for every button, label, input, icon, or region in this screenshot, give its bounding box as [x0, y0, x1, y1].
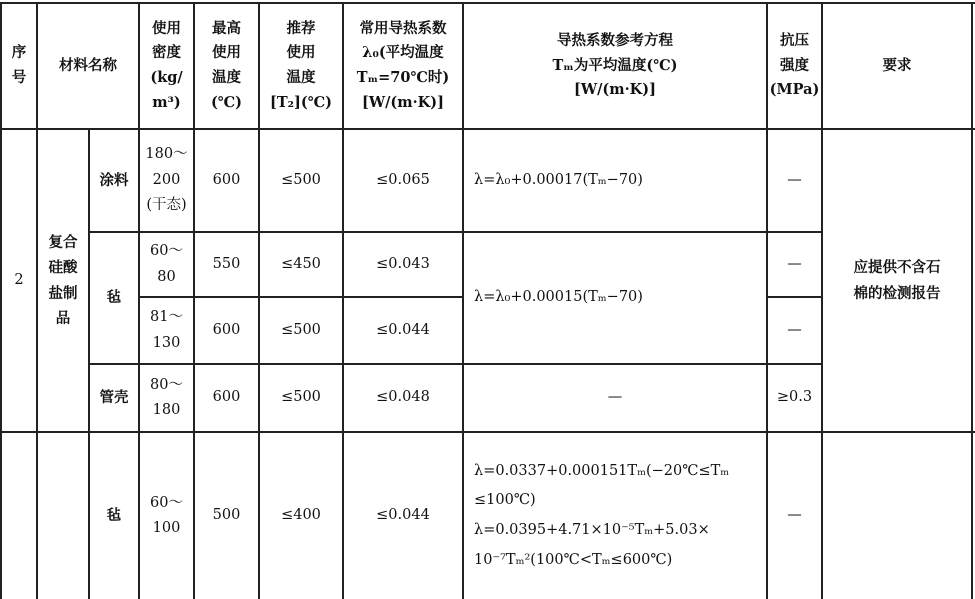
row4-conductivity: ≤0.048 [376, 389, 430, 406]
row1-density: 180～ 200 (干态) [145, 146, 188, 214]
row1-equation: λ=λ₀+0.00017(Tₘ−70) [474, 171, 643, 188]
row2-density: 60～ 80 [150, 243, 183, 285]
row1-max-temp: 600 [212, 171, 241, 188]
row2-equation: λ=λ₀+0.00015(Tₘ−70) [474, 289, 643, 306]
row3-density: 81～ 130 [150, 309, 183, 351]
row2-max-temp: 550 [212, 255, 241, 272]
header-strength: 抗压 强度 (MPa) [769, 32, 820, 99]
row1-type: 涂料 [99, 171, 129, 189]
row2-rec-temp: ≤450 [281, 255, 321, 272]
row4-equation: — [607, 389, 623, 406]
row1-rec-temp: ≤500 [281, 171, 321, 188]
row5-max-temp: 500 [212, 507, 241, 524]
header-max-temp: 最高 使用 温度 (℃) [210, 19, 243, 111]
row3-max-temp: 600 [212, 321, 241, 338]
row1-strength: — [787, 171, 802, 188]
header-requirement: 要求 [882, 56, 912, 74]
row4-density: 80～ 180 [150, 376, 183, 418]
group-requirement: 应提供不含石 棉的检测报告 [853, 259, 941, 302]
row4-max-temp: 600 [212, 389, 241, 406]
row2-conductivity: ≤0.043 [376, 255, 430, 272]
header-density: 使用 密度 (kg/ m³) [150, 19, 183, 111]
row5-conductivity: ≤0.044 [376, 507, 430, 524]
header-rec-temp: 推荐 使用 温度 [T₂](℃) [270, 19, 332, 111]
row5-density: 60～ 100 [150, 494, 183, 536]
col-line-10 [971, 2, 973, 599]
row5-strength: — [787, 507, 802, 524]
row3-rec-temp: ≤500 [281, 321, 321, 338]
row4-type: 管壳 [99, 389, 129, 407]
row1-conductivity: ≤0.065 [376, 171, 430, 188]
group-no: 2 [14, 271, 24, 288]
header-conductivity: 常用导热系数 λ₀(平均温度 Tₘ=70℃时) [W/(m·K)] [356, 19, 450, 111]
header-equation: 导热系数参考方程 Tₘ为平均温度(℃) [W/(m·K)] [552, 32, 678, 99]
row2-strength: — [787, 255, 802, 272]
row2-type: 毡 [106, 289, 122, 307]
header-no: 序 号 [11, 44, 27, 86]
group-material-name: 复合 硅酸 盐制 品 [48, 233, 78, 327]
row4-strength: ≥0.3 [776, 389, 813, 406]
row3-conductivity: ≤0.044 [376, 321, 430, 338]
row3-strength: — [787, 321, 802, 338]
row5-type: 毡 [106, 507, 122, 525]
row5-equation: λ=0.0337+0.000151Tₘ(−20℃≤Tₘ ≤100℃) λ=0.0395+4.71×10⁻⁵Tₘ+5.03× 10⁻⁷Tₘ²(100℃<Tₘ≤600℃) [474, 462, 730, 568]
row4-rec-temp: ≤500 [281, 389, 321, 406]
header-material-name: 材料名称 [59, 56, 117, 74]
row5-rec-temp: ≤400 [281, 507, 321, 524]
